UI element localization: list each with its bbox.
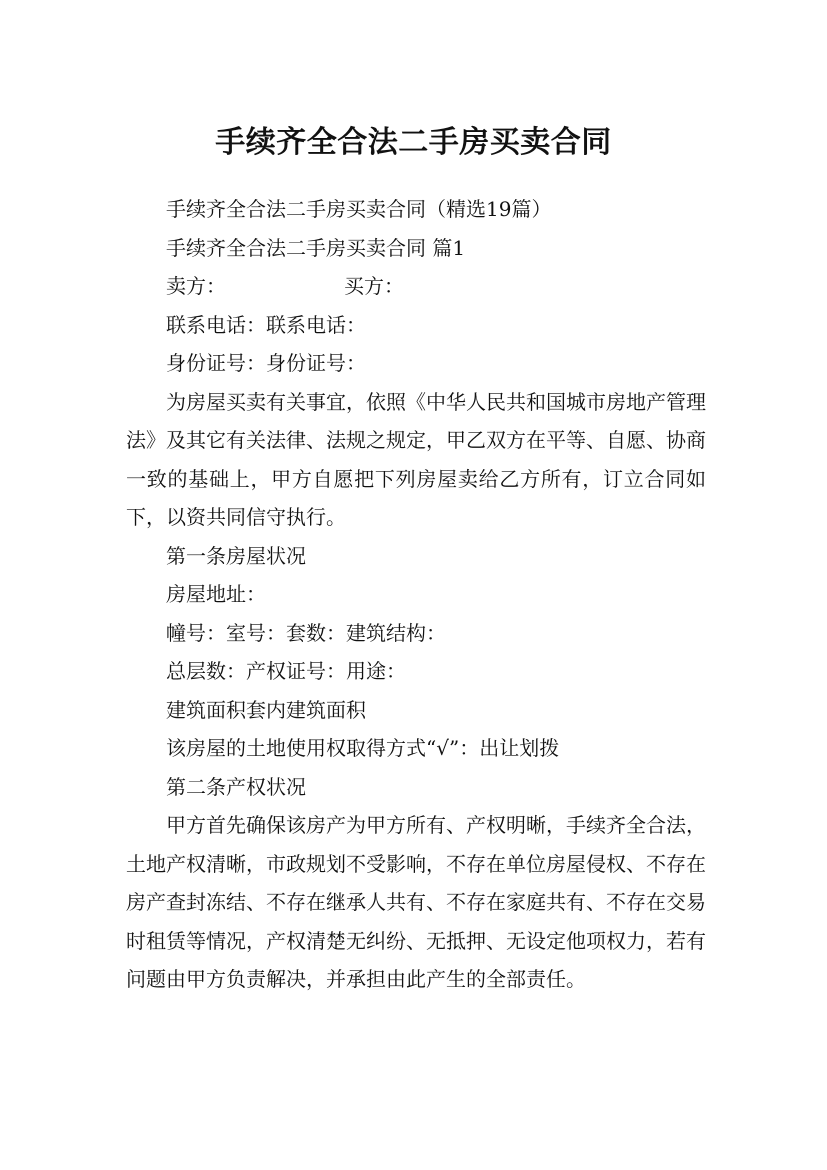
phone-line: 联系电话：联系电话： — [166, 312, 366, 337]
document-title: 手续齐全合法二手房买卖合同 — [215, 125, 612, 161]
party-line — [126, 267, 706, 306]
floors-line: 总层数：产权证号：用途： — [166, 659, 406, 683]
area-line: 建筑面积套内建筑面积 — [166, 697, 366, 722]
section-heading: 手续齐全合法二手房买卖合同 篇1 — [166, 235, 466, 260]
intro-paragraph: 为房屋买卖有关事宜，依照《中华人民共和国城市房地产管理法》及其它有关法律、法规之规定，甲乙双方在平等、自愿、协商一致的基础上，甲方自愿把下列房屋卖给乙方所有，订立合同如下，以资共同信守执行。 — [126, 389, 706, 529]
article2-paragraph: 甲方首先确保该房产为甲方所有、产权明晰，手续齐全合法，土地产权清晰，市政规划不受影响，不存在单位房屋侵权、不存在房产查封冻结、不存在继承人共有、不存在家庭共有、不存在交易时租赁等情况，产权清楚无纠纷、无抵押、无设定他项权力，若有问题由甲方负责解决，并承担由此产生的全部责任。 — [126, 813, 706, 991]
address-line: 房屋地址： — [166, 582, 266, 606]
document-body — [126, 190, 706, 999]
building-line: 幢号：室号：套数：建筑结构： — [166, 620, 446, 645]
article2-title: 第二条产权状况 — [166, 774, 306, 799]
article1-title: 第一条房屋状况 — [166, 543, 306, 568]
id-line: 身份证号：身份证号： — [166, 351, 366, 375]
document-subtitle: 手续齐全合法二手房买卖合同（精选19篇） — [166, 197, 552, 221]
land-use-line: 该房屋的土地使用权取得方式“√”：出让划拨 — [166, 736, 560, 760]
buyer-label: 买方： — [344, 274, 404, 298]
seller-label: 卖方： — [166, 274, 226, 298]
